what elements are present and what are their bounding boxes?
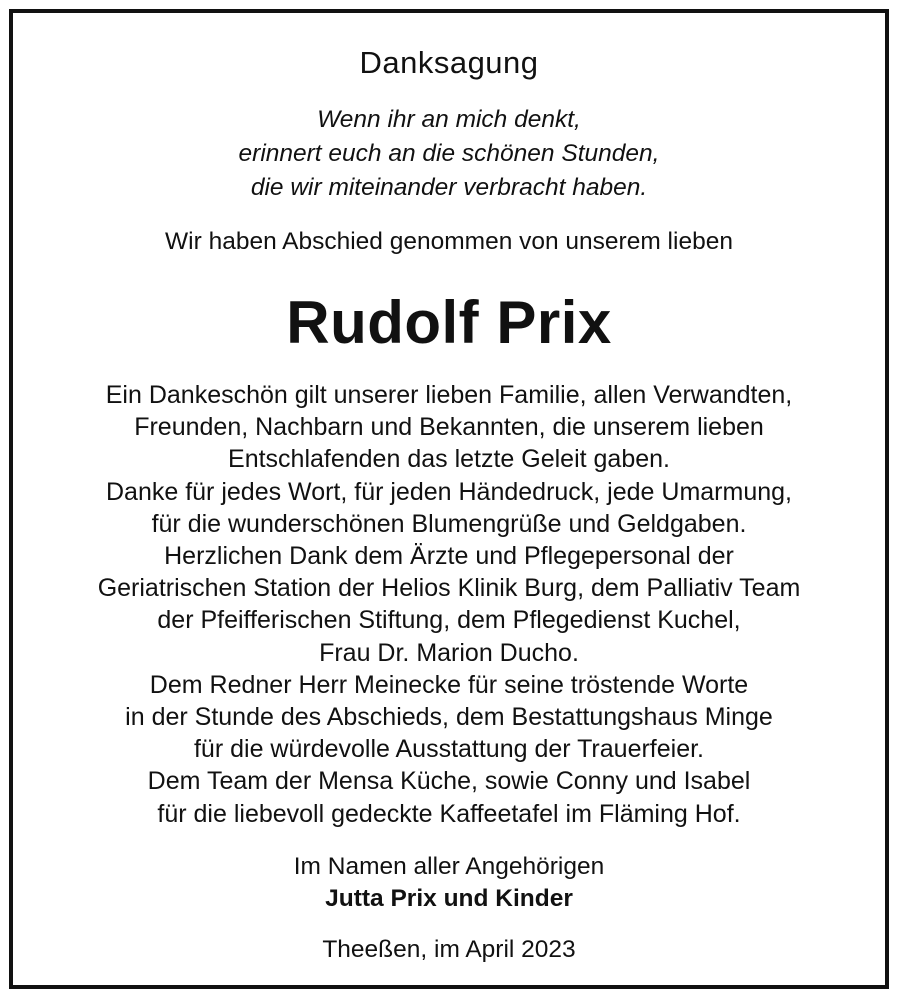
thanks-line: in der Stunde des Abschieds, dem Bestattungshaus Minge bbox=[125, 703, 773, 732]
thanks-line: Entschlafenden das letzte Geleit gaben. bbox=[228, 445, 670, 474]
quote-line: Wenn ihr an mich denkt, bbox=[317, 106, 581, 133]
deceased-name: Rudolf Prix bbox=[286, 289, 612, 356]
memorial-quote bbox=[13, 103, 885, 205]
thanks-line: Dem Redner Herr Meinecke für seine tröstende Worte bbox=[149, 670, 749, 699]
thanks-line: Frau Dr. Marion Ducho. bbox=[319, 638, 579, 667]
intro-text: Wir haben Abschied genommen von unserem lieben bbox=[165, 228, 733, 255]
signoff-text: Im Namen aller Angehörigen bbox=[293, 853, 605, 880]
thanks-line: Herzlichen Dank dem Ärzte und Pflegepersonal der bbox=[164, 542, 734, 571]
thanks-line: Ein Dankeschön gilt unserer lieben Familie, allen Verwandten, bbox=[105, 381, 793, 409]
family-signature: Jutta Prix und Kinder bbox=[325, 885, 573, 912]
thanks-line: der Pfeifferischen Stiftung, dem Pflegedienst Kuchel, bbox=[157, 606, 741, 635]
thanks-line: Dem Team der Mensa Küche, sowie Conny und Isabel bbox=[147, 767, 751, 796]
quote-line: die wir miteinander verbracht haben. bbox=[250, 174, 648, 201]
thanks-text bbox=[13, 379, 885, 830]
thanks-line: für die wunderschönen Blumengrüße und Geldgaben. bbox=[151, 509, 747, 538]
thanks-line: für die würdevolle Ausstattung der Trauerfeier. bbox=[193, 735, 704, 764]
thanks-line: für die liebevoll gedeckte Kaffeetafel im Fläming Hof. bbox=[157, 799, 741, 828]
notice-title: Danksagung bbox=[359, 45, 539, 80]
place-date: Theeßen, im April 2023 bbox=[322, 936, 576, 963]
thanks-line: Danke für jedes Wort, für jeden Händedruck, jede Umarmung, bbox=[106, 477, 792, 506]
thanks-line: Freunden, Nachbarn und Bekannten, die unserem lieben bbox=[134, 413, 764, 442]
quote-line: erinnert euch an die schönen Stunden, bbox=[238, 140, 660, 167]
notice-border bbox=[9, 9, 889, 989]
thanks-line: Geriatrischen Station der Helios Klinik Burg, dem Palliativ Team bbox=[97, 574, 801, 603]
